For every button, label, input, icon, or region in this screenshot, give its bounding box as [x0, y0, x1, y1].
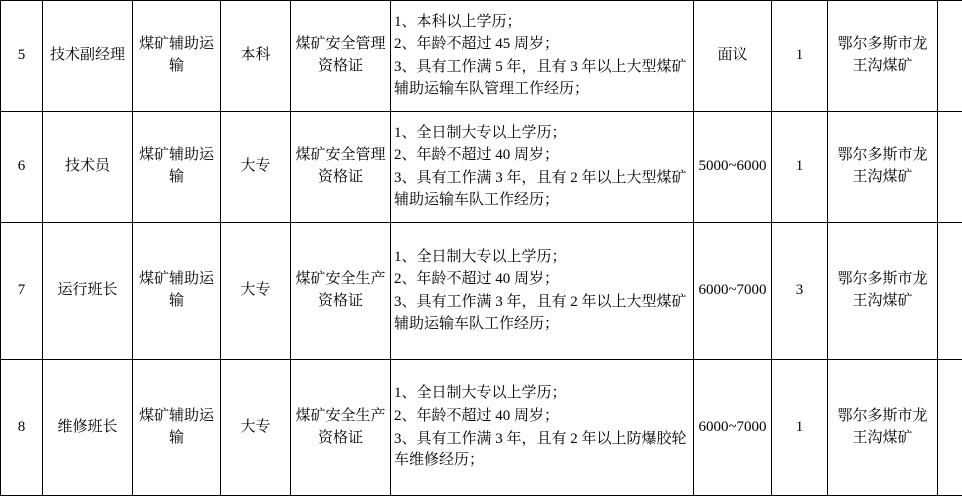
row-place: 鄂尔多斯市龙王沟煤矿	[828, 223, 938, 360]
row-salary	[694, 1, 772, 112]
row-salary	[694, 360, 772, 496]
table-row	[1, 1, 962, 112]
row-tail-spacer	[938, 360, 962, 496]
requirement-line: 1、本科以上学历；	[394, 12, 690, 34]
row-post: 维修班长	[43, 360, 133, 496]
row-requirements	[391, 360, 694, 496]
row-requirements	[391, 112, 694, 223]
requirement-line: 2、年龄不超过 45 周岁；	[394, 34, 690, 56]
row-index: 5	[1, 1, 43, 112]
row-salary-text: 5000~6000	[697, 156, 768, 178]
row-tail-spacer	[938, 112, 962, 223]
row-index: 8	[1, 360, 43, 496]
table-row	[1, 112, 962, 223]
row-index: 6	[1, 112, 43, 223]
row-certificate: 煤矿安全管理资格证	[291, 1, 391, 112]
row-salary-text: 6000~7000	[697, 417, 768, 439]
table-row	[1, 360, 962, 496]
row-dept: 煤矿辅助运输	[133, 360, 221, 496]
row-certificate: 煤矿安全生产资格证	[291, 360, 391, 496]
row-dept: 煤矿辅助运输	[133, 1, 221, 112]
row-count: 3	[772, 223, 828, 360]
row-place: 鄂尔多斯市龙王沟煤矿	[828, 360, 938, 496]
row-education: 大专	[221, 223, 291, 360]
row-certificate: 煤矿安全管理资格证	[291, 112, 391, 223]
row-requirements	[391, 223, 694, 360]
row-education: 本科	[221, 1, 291, 112]
requirement-line: 3、具有工作满 3 年，且有 2 年以上防爆胶轮车维修经历；	[394, 429, 690, 473]
row-salary	[694, 112, 772, 223]
row-salary-text: 面议	[697, 45, 768, 67]
requirement-line: 2、年龄不超过 40 周岁；	[394, 406, 690, 428]
requirement-line: 1、全日制大专以上学历；	[394, 383, 690, 405]
row-count: 1	[772, 1, 828, 112]
row-requirements	[391, 1, 694, 112]
requirement-line: 1、全日制大专以上学历；	[394, 123, 690, 145]
row-tail-spacer	[938, 1, 962, 112]
row-post: 运行班长	[43, 223, 133, 360]
requirement-line: 3、具有工作满 3 年，且有 2 年以上大型煤矿辅助运输车队工作经历；	[394, 168, 690, 212]
row-index: 7	[1, 223, 43, 360]
row-post: 技术员	[43, 112, 133, 223]
table-row	[1, 223, 962, 360]
row-dept: 煤矿辅助运输	[133, 112, 221, 223]
row-post: 技术副经理	[43, 1, 133, 112]
row-education: 大专	[221, 360, 291, 496]
requirement-line: 3、具有工作满 3 年，且有 2 年以上大型煤矿辅助运输车队工作经历；	[394, 292, 690, 336]
requirement-line: 3、具有工作满 5 年，且有 3 年以上大型煤矿辅助运输车队管理工作经历；	[394, 57, 690, 101]
row-salary-text: 6000~7000	[697, 280, 768, 302]
row-certificate: 煤矿安全生产资格证	[291, 223, 391, 360]
requirement-line: 2、年龄不超过 40 周岁；	[394, 145, 690, 167]
row-count: 1	[772, 112, 828, 223]
row-count: 1	[772, 360, 828, 496]
row-salary	[694, 223, 772, 360]
requirement-line: 2、年龄不超过 40 周岁；	[394, 269, 690, 291]
row-tail-spacer	[938, 223, 962, 360]
row-education: 大专	[221, 112, 291, 223]
row-place: 鄂尔多斯市龙王沟煤矿	[828, 1, 938, 112]
row-dept: 煤矿辅助运输	[133, 223, 221, 360]
requirement-line: 1、全日制大专以上学历；	[394, 247, 690, 269]
row-place: 鄂尔多斯市龙王沟煤矿	[828, 112, 938, 223]
